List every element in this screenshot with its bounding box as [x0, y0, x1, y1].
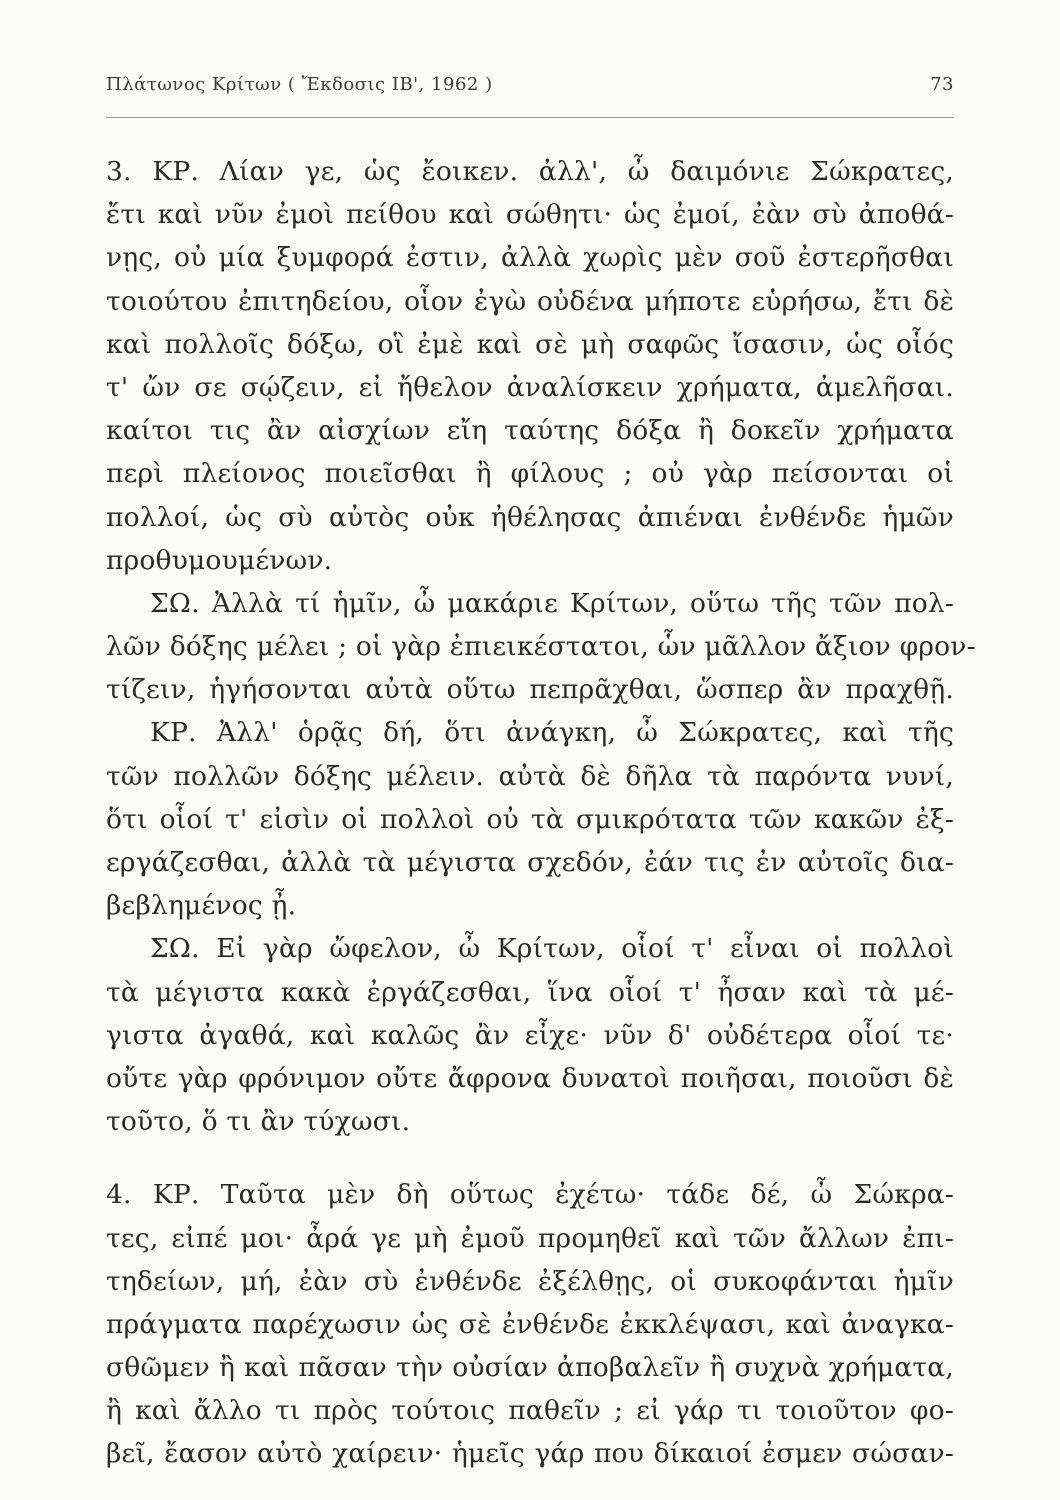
- text-line: ΣΩ. Εἰ γὰρ ὤφελον, ὦ Κρίτων, οἷοί τ' εἶναι οἱ πολλοὶ: [150, 933, 954, 965]
- text-line: βεῖ, ἔασον αὐτὸ χαίρειν· ἡμεῖς γάρ που δίκαιοί ἐσμεν σώσαν-: [106, 1438, 954, 1470]
- text-line: τηδείων, μή, ἐὰν σὺ ἐνθένδε ἐξέλθῃς, οἱ συκοφάνται ἡμῖν: [106, 1265, 954, 1297]
- text-line: τοῦτο, ὅ τι ἂν τύχωσι.: [106, 1106, 411, 1138]
- text-line: 3. ΚΡ. Λίαν γε, ὡς ἔοικεν. ἀλλ', ὦ δαιμόνιε Σώκρατες,: [106, 156, 954, 187]
- text-line: τίζειν, ἡγήσονται αὐτὰ οὕτω πεπρᾶχθαι, ὥσπερ ἂν πραχθῇ.: [106, 674, 954, 706]
- text-line: εργάζεσθαι, ἀλλὰ τὰ μέγιστα σχεδόν, ἐάν τις ἐν αὐτοῖς δια-: [106, 847, 954, 878]
- text-line: τοιούτου ἐπιτηδείου, οἷον ἐγὼ οὐδένα μήποτε εὑρήσω, ἔτι δὲ: [106, 285, 954, 317]
- page-body: [106, 150, 976, 1476]
- text-line: ὅτι οἷοί τ' εἰσὶν οἱ πολλοὶ οὐ τὰ σμικρότατα τῶν κακῶν ἐξ-: [106, 803, 954, 835]
- text-line: πολλοί, ὡς σὺ αὐτὸς οὐκ ἠθέλησας ἀπιέναι ἐνθένδε ἡμῶν: [106, 501, 954, 533]
- header-rule: [106, 117, 954, 118]
- text-line: γιστα ἀγαθά, καὶ καλῶς ἂν εἶχε· νῦν δ' οὐδέτερα οἷοί τε·: [106, 1019, 954, 1051]
- page-number: 73: [930, 74, 954, 95]
- text-line: 4. ΚΡ. Ταῦτα μὲν δὴ οὕτως ἐχέτω· τάδε δέ, ὦ Σώκρα-: [106, 1179, 954, 1211]
- text-line: βεβλημένος ᾖ.: [106, 890, 297, 922]
- text-line: ἢ καὶ ἄλλο τι πρὸς τούτοις παθεῖν ; εἰ γάρ τι τοιοῦτον φο-: [106, 1395, 954, 1427]
- text-line: τῶν πολλῶν δόξης μέλειν. αὐτὰ δὲ δῆλα τὰ παρόντα νυνί,: [106, 760, 954, 792]
- running-header: [106, 74, 954, 95]
- text-line: καὶ πολλοῖς δόξω, οἳ ἐμὲ καὶ σὲ μὴ σαφῶς ἴσασιν, ὡς οἷός: [106, 328, 954, 360]
- text-line: πράγματα παρέχωσιν ὡς σὲ ἐνθένδε ἐκκλέψασι, καὶ ἀναγκα-: [106, 1308, 954, 1340]
- running-title: Πλάτωνος Κρίτων ( Ἔκδοσις ΙΒ', 1962 ): [106, 74, 493, 95]
- text-line: ἔτι καὶ νῦν ἐμοὶ πείθου καὶ σώθητι· ὡς ἐμοί, ἐὰν σὺ ἀποθά-: [106, 199, 954, 231]
- text-line: περὶ πλείονος ποιεῖσθαι ἢ φίλους ; οὐ γὰρ πείσονται οἱ: [106, 458, 954, 490]
- text-line: ΣΩ. Ἀλλὰ τί ἡμῖν, ὦ μακάριε Κρίτων, οὕτω τῆς τῶν πολ-: [150, 587, 954, 619]
- section-gap: [106, 1143, 954, 1173]
- text-line: λῶν δόξης μέλει ; οἱ γὰρ ἐπιεικέστατοι, ὧν μᾶλλον ἄξιον φρον-: [106, 631, 976, 663]
- text-line: τὰ μέγιστα κακὰ ἐργάζεσθαι, ἵνα οἷοί τ' ἦσαν καὶ τὰ μέ-: [106, 976, 954, 1008]
- text-line: προθυμουμένων.: [106, 544, 333, 576]
- text-line: ΚΡ. Ἀλλ' ὁρᾷς δή, ὅτι ἀνάγκη, ὦ Σώκρατες, καὶ τῆς: [150, 717, 954, 749]
- text-line: καίτοι τις ἂν αἰσχίων εἴη ταύτης δόξα ἢ δοκεῖν χρήματα: [106, 415, 954, 447]
- text-line: νῃς, οὐ μία ξυμφορά ἐστιν, ἀλλὰ χωρὶς μὲν σοῦ ἐστερῆσθαι: [106, 242, 954, 274]
- text-line: σθῶμεν ἢ καὶ πᾶσαν τὴν οὐσίαν ἀποβαλεῖν ἢ συχνὰ χρήματα,: [106, 1352, 954, 1384]
- text-line: τες, εἰπέ μοι· ἆρά γε μὴ ἐμοῦ προμηθεῖ καὶ τῶν ἄλλων ἐπι-: [106, 1222, 954, 1254]
- text-line: οὔτε γὰρ φρόνιμον οὔτε ἄφρονα δυνατοὶ ποιῆσαι, ποιοῦσι δὲ: [106, 1062, 954, 1094]
- text-line: τ' ὤν σε σῴζειν, εἰ ἤθελον ἀναλίσκειν χρήματα, ἀμελῆσαι.: [106, 371, 954, 403]
